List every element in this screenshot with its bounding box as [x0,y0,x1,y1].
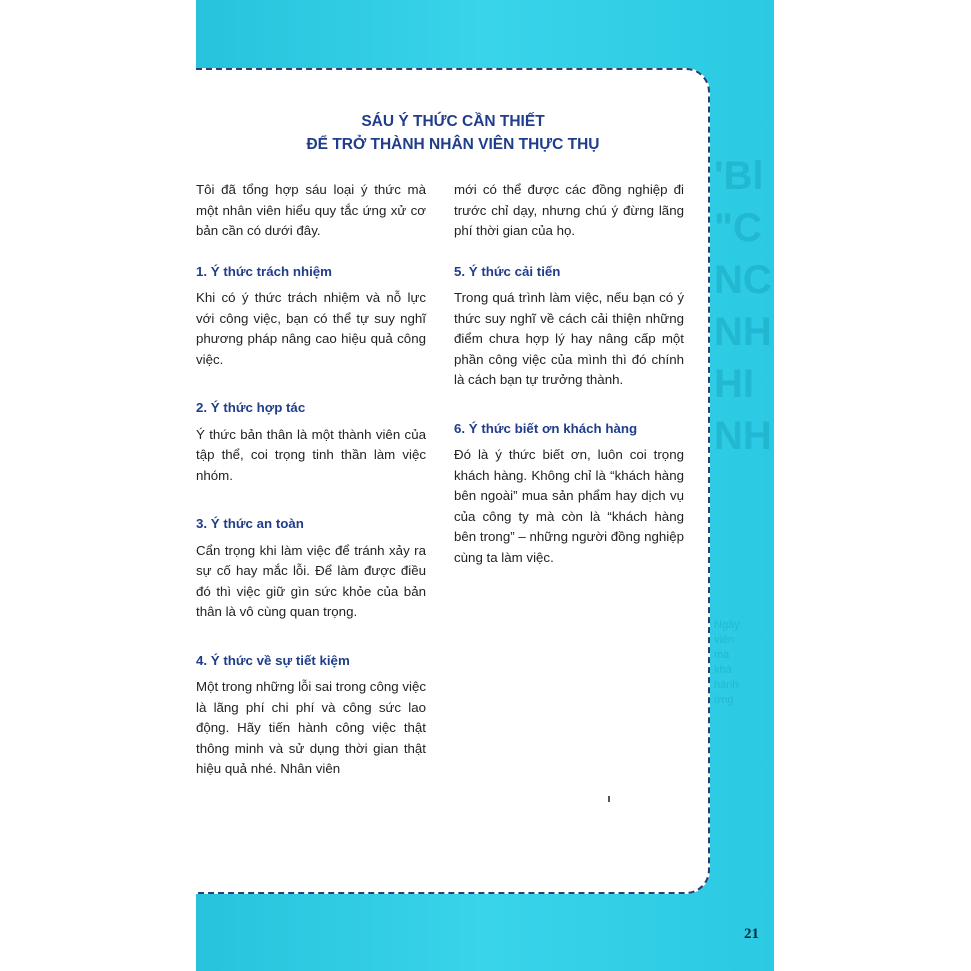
section-heading: 3. Ý thức an toàn [196,516,304,531]
continued-paragraph: mới có thể được các đồng nghiệp đi trước chỉ dạy, nhưng chú ý đừng lãng phí thời gian của họ. [454,182,684,238]
section-heading: 2. Ý thức hợp tác [196,400,306,415]
page-number: 21 [744,926,759,942]
section-heading: 5. Ý thức cải tiến [454,263,561,279]
section-body: Ý thức bản thân là một thành viên của tập thể, coi trọng tinh thần làm việc nhóm. [196,426,426,483]
section-body: Đó là ý thức biết ơn, luôn coi trọng khách hàng. Không chỉ là “khách hàng bên ngoài” mua sản phẩm hay dịch vụ của công ty mà còn là “khách hàng bên trong” – những người đồng nghiệp cùng ta làm việc. [454,447,684,565]
left-column [196,180,426,800]
section-heading: 1. Ý thức trách nhiệm [196,263,332,279]
title-line-2: ĐỂ TRỞ THÀNH NHÂN VIÊN THỰC THỤ [306,136,600,153]
section-body: Một trong những lỗi sai trong công việc là lãng phí chi phí và công sức lao động. Hãy tiến hành công việc thật thông minh và sử dụng thời gian thật hiệu quả nhé. Nhân viên [196,679,426,776]
right-column [454,180,684,588]
section-heading: 4. Ý thức về sự tiết kiệm [196,652,350,668]
title-line-1: SÁU Ý THỨC CẦN THIẾT [361,113,545,130]
section-body: Cẩn trọng khi làm việc để tránh xảy ra sự cố hay mắc lỗi. Để làm được điều đó thì việc giữ gìn sức khỏe của bản thân là vô cùng quan trọng. [196,542,426,619]
content-card [196,68,710,894]
section-heading: 6. Ý thức biết ơn khách hàng [454,420,638,436]
scan-speck [608,796,610,802]
bleed-through-text: Ngày viên mà khả hành ứng [714,619,740,706]
section-body: Khi có ý thức trách nhiệm và nỗ lực với công việc, bạn có thể tự suy nghĩ phương pháp nâng cao hiệu quả công việc. [196,290,426,367]
bleed-through-text: 'Bl "C NC NH HI NH [714,154,772,458]
section-body: Trong quá trình làm việc, nếu bạn có ý thức suy nghĩ về cách cải thiện những điểm chưa hợp lý hay nâng cấp một phần công việc của mình thì đó chính là cách bạn tự trưởng thành. [454,290,684,387]
page-title [196,110,710,156]
intro-paragraph: Tôi đã tổng hợp sáu loại ý thức mà một nhân viên hiểu quy tắc ứng xử cơ bản cần có dưới đây. [196,182,426,238]
page-background [196,0,774,971]
